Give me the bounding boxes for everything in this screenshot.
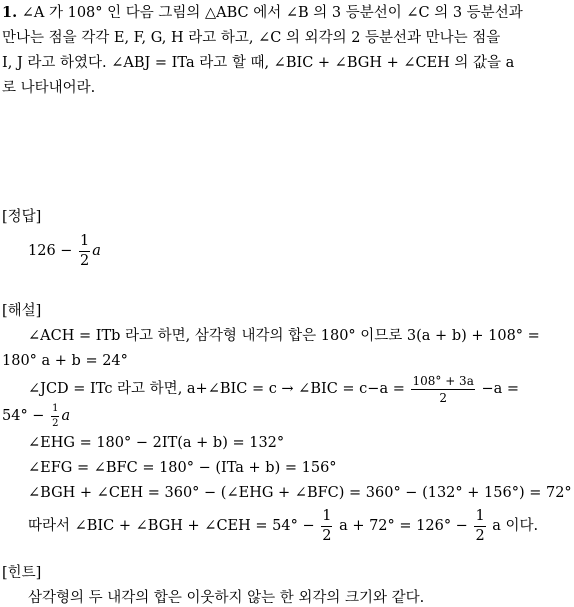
solution-l3-fraction xyxy=(411,375,474,404)
problem-line-2: 만나는 점을 각각 E, F, G, H 라고 하고, ∠C 의 외각의 2 등분선과 만나는 점을 xyxy=(2,30,501,46)
solution-l8-frac1-den: 2 xyxy=(322,527,332,544)
solution-l8-frac1-num: 1 xyxy=(321,509,332,527)
answer-prefix: 126 − xyxy=(28,243,73,259)
solution-line-6: ∠EFG = ∠BFC = 180° − (ITa + b) = 156° xyxy=(28,460,337,476)
hint-text: 삼각형의 두 내각의 합은 이웃하지 않는 한 외각의 크기와 같다. xyxy=(28,590,425,606)
answer-label: [정답] xyxy=(2,209,42,225)
problem-line-1 xyxy=(2,4,523,22)
solution-line-8 xyxy=(28,506,538,546)
solution-l8-fraction-1 xyxy=(321,509,332,543)
solution-line-1: ∠ACH = ITb 라고 하면, 삼각형 내각의 합은 180° 이므로 3(a + b) + 108° = xyxy=(28,328,540,344)
problem-line-4: 로 나타내어라. xyxy=(2,80,96,96)
problem-number: 1. xyxy=(2,4,18,21)
answer-expression xyxy=(28,234,101,268)
solution-l3-pre: ∠JCD = ITc 라고 하면, a+∠BIC = c → ∠BIC = c−a = xyxy=(28,381,405,397)
solution-label: [해설] xyxy=(2,303,42,319)
solution-l8-post: a 이다. xyxy=(492,518,539,534)
solution-l4-frac-den: 2 xyxy=(52,417,59,429)
solution-line-2: 180° a + b = 24° xyxy=(2,353,128,369)
answer-suffix: a xyxy=(92,243,101,259)
solution-l8-mid: a + 72° = 126° − xyxy=(339,518,468,534)
answer-frac-num: 1 xyxy=(79,234,90,252)
solution-l4-post: a xyxy=(61,408,71,424)
hint-label: [힌트] xyxy=(2,565,42,581)
solution-l8-fraction-2 xyxy=(474,509,485,543)
solution-line-7: ∠BGH + ∠CEH = 360° − (∠EHG + ∠BFC) = 360° − (132° + 156°) = 72° xyxy=(28,485,572,501)
solution-l8-pre: 따라서 ∠BIC + ∠BGH + ∠CEH = 54° − xyxy=(28,518,315,534)
solution-line-3 xyxy=(28,369,519,409)
answer-fraction xyxy=(79,234,90,268)
solution-l4-frac-num: 1 xyxy=(51,404,59,417)
solution-l3-frac-num: 108° + 3a xyxy=(412,373,474,388)
solution-line-4 xyxy=(2,400,70,432)
problem-text: ∠A 가 108° 인 다음 그림의 △ABC 에서 ∠B 의 3 등분선이 ∠C 의 3 등분선과 xyxy=(21,5,523,21)
solution-l8-frac2-num: 1 xyxy=(474,509,485,527)
problem-line-3: I, J 라고 하였다. ∠ABJ = ITa 라고 할 때, ∠BIC + ∠BGH + ∠CEH 의 값을 a xyxy=(2,55,515,71)
solution-l4-fraction xyxy=(51,404,59,429)
solution-l4-pre: 54° − xyxy=(2,408,45,424)
solution-l8-frac2-den: 2 xyxy=(475,527,485,544)
solution-line-5: ∠EHG = 180° − 2IT(a + b) = 132° xyxy=(28,435,285,451)
answer-frac-den: 2 xyxy=(80,252,90,269)
solution-l3-post: −a = xyxy=(481,381,520,397)
solution-l3-frac-den: 2 xyxy=(439,390,447,405)
